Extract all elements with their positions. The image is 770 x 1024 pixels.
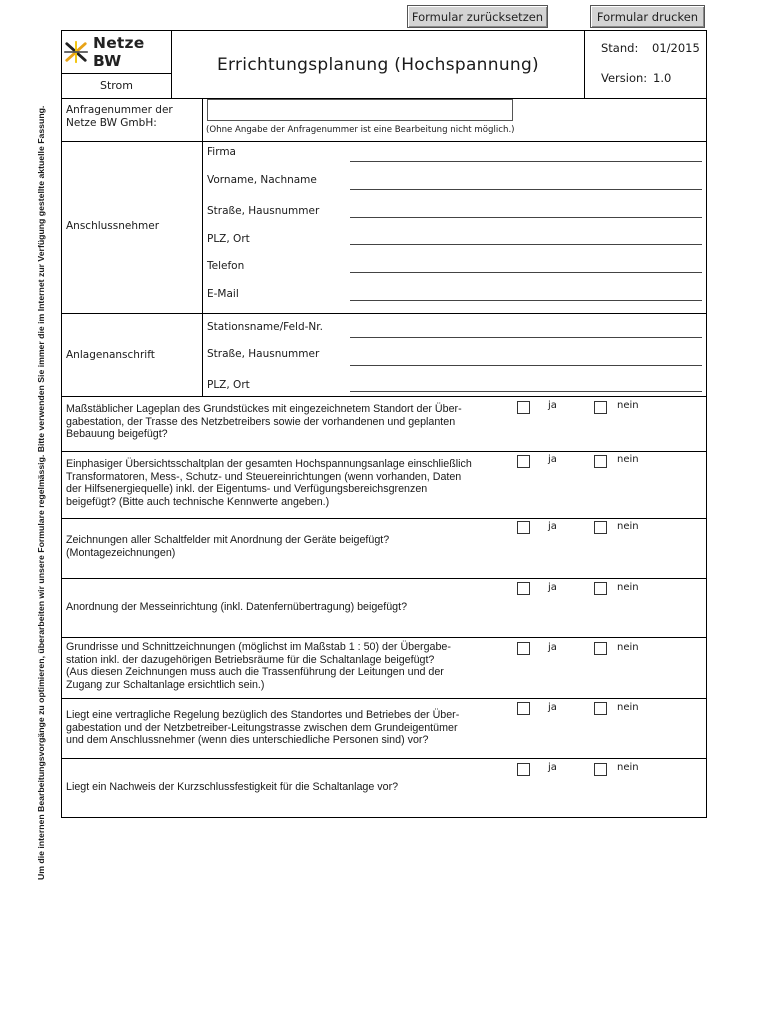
checkbox-no[interactable] — [594, 582, 607, 595]
request-hint: (Ohne Angabe der Anfragenummer ist eine Bearbeitung nicht möglich.) — [206, 125, 515, 135]
request-label-line1: Anfragenummer der — [66, 104, 173, 116]
yes-label: ja — [548, 582, 557, 593]
no-label: nein — [617, 521, 639, 532]
page-title: Errichtungsplanung (Hochspannung) — [216, 54, 539, 75]
connection-owner-label: Anschlussnehmer — [66, 220, 160, 232]
plant-address-label: Anlagenanschrift — [66, 349, 155, 361]
question-text: Zeichnungen aller Schaltfelder mit Anordnung der Geräte beigefügt? (Montagezeichnungen) — [66, 534, 390, 559]
field-label-phone: Telefon — [207, 260, 245, 272]
form-frame — [61, 30, 707, 818]
field-label-email: E-Mail — [207, 288, 239, 300]
no-label: nein — [617, 582, 639, 593]
checkbox-yes[interactable] — [517, 521, 530, 534]
field-label-street: Straße, Hausnummer — [207, 205, 320, 217]
question-text: Maßstäblicher Lageplan des Grundstückes mit eingezeichnetem Standort der Über- gabestation, der Trasse des Netzbetreibers sowie der vorhandenen und geplanten Bebauung beigefügt? — [66, 403, 462, 441]
no-label: nein — [617, 642, 639, 653]
field-line-plant-street[interactable] — [350, 365, 702, 366]
question-text: Liegt eine vertragliche Regelung bezüglich des Standortes und Betriebes der Über- gabestation und der Netzbetreiber-Leitungstrasse zwischen dem Grundeigentümer und dem Anschlussnehmer (wenn dies unterschiedliche Personen sind) vor? — [66, 709, 460, 747]
field-label-company: Firma — [207, 146, 236, 158]
field-line-street[interactable] — [350, 217, 702, 218]
field-label-station: Stationsname/Feld-Nr. — [207, 321, 323, 333]
question-text: Anordnung der Messeinrichtung (inkl. Datenfernübertragung) beigefügt? — [66, 601, 408, 613]
checkbox-no[interactable] — [594, 401, 607, 414]
checkbox-yes[interactable] — [517, 642, 530, 655]
field-label-name: Vorname, Nachname — [207, 174, 317, 186]
yes-label: ja — [548, 762, 557, 773]
netze-bw-logo-icon — [64, 40, 88, 64]
version-value: 1.0 — [653, 71, 672, 85]
field-label-plant-street: Straße, Hausnummer — [207, 348, 320, 360]
no-label: nein — [617, 454, 639, 465]
field-label-city: PLZ, Ort — [207, 233, 250, 245]
yes-label: ja — [548, 454, 557, 465]
division-label: Strom — [99, 78, 134, 92]
field-label-plant-city: PLZ, Ort — [207, 379, 250, 391]
print-form-button[interactable]: Formular drucken — [590, 5, 705, 28]
logo-text: Netze BW — [93, 34, 145, 70]
question-text: Liegt ein Nachweis der Kurzschlussfestigkeit für die Schaltanlage vor? — [66, 781, 399, 793]
no-label: nein — [617, 702, 639, 713]
side-note: Um die internen Bearbeitungsvorgänge zu optimieren, überarbeiten wir unsere Formulare regelmässig. Bitte verwenden Sie immer die im Internet zur Verfügung gestellte aktuelle Fassung. — [36, 105, 46, 880]
stand-label: Stand: — [601, 41, 639, 55]
field-line-company[interactable] — [350, 161, 702, 162]
field-line-phone[interactable] — [350, 272, 702, 273]
yes-label: ja — [548, 521, 557, 532]
checkbox-yes[interactable] — [517, 401, 530, 414]
checkbox-no[interactable] — [594, 763, 607, 776]
yes-label: ja — [548, 642, 557, 653]
yes-label: ja — [548, 702, 557, 713]
field-line-city[interactable] — [350, 244, 702, 245]
request-label-line2: Netze BW GmbH: — [66, 117, 157, 129]
reset-form-button[interactable]: Formular zurücksetzen — [407, 5, 548, 28]
stand-value: 01/2015 — [652, 41, 700, 55]
field-line-station[interactable] — [350, 337, 702, 338]
checkbox-yes[interactable] — [517, 702, 530, 715]
netze-bw-logo — [64, 34, 172, 70]
checkbox-yes[interactable] — [517, 763, 530, 776]
version-label: Version: — [601, 71, 648, 85]
checkbox-yes[interactable] — [517, 455, 530, 468]
checkbox-no[interactable] — [594, 455, 607, 468]
question-text: Grundrisse und Schnittzeichnungen (möglichst im Maßstab 1 : 50) der Übergabe- station inkl. der dazugehörigen Betriebsräume für die Schaltanlage beigefügt? (Aus diesen Zeichnungen muss auch die Trassenführung der Leitungen und der Zugang zur Schaltanlage ersichtlich sein.) — [66, 641, 451, 691]
yes-label: ja — [548, 400, 557, 411]
field-line-plant-city[interactable] — [350, 391, 702, 392]
checkbox-no[interactable] — [594, 642, 607, 655]
field-line-email[interactable] — [350, 300, 702, 301]
no-label: nein — [617, 400, 639, 411]
request-number-input[interactable] — [207, 99, 513, 121]
no-label: nein — [617, 762, 639, 773]
field-line-name[interactable] — [350, 189, 702, 190]
question-text: Einphasiger Übersichtsschaltplan der gesamten Hochspannungsanlage einschließlich Transformatoren, Mess-, Schutz- und Steuereinrichtungen (wenn vorhanden, Daten der Hilfsenergiequelle) inkl. der Eigentums- und Verfügungsbereichsgrenzen beigefügt? (Bitte auch technische Kennwerte angeben.) — [66, 458, 472, 508]
checkbox-no[interactable] — [594, 521, 607, 534]
checkbox-yes[interactable] — [517, 582, 530, 595]
checkbox-no[interactable] — [594, 702, 607, 715]
